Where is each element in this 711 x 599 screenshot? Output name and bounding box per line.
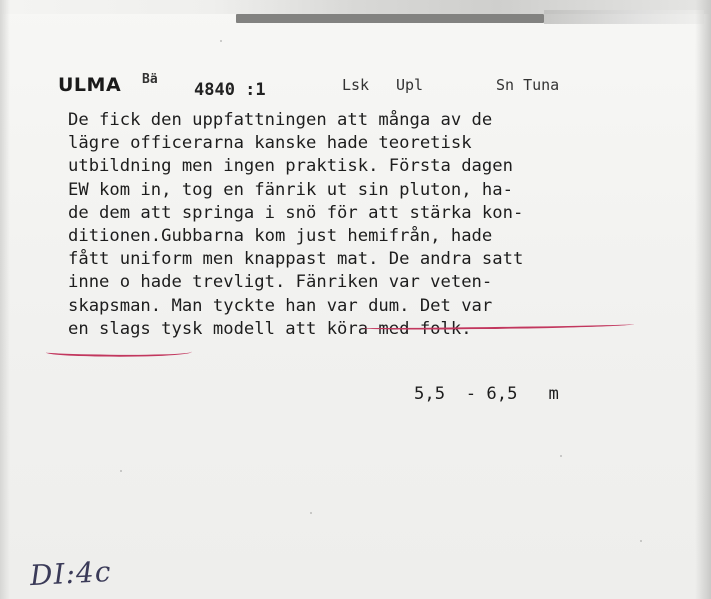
transcript-line: De fick den uppfattningen att många av de bbox=[68, 110, 493, 130]
paper-speck bbox=[310, 512, 312, 514]
red-underline bbox=[46, 345, 192, 358]
field-upl: Upl bbox=[396, 76, 424, 94]
transcript-line: lägre officerarna kanske hade teoretisk bbox=[68, 133, 472, 154]
measurement-note: 5,5 - 6,5 m bbox=[414, 384, 559, 404]
archive-name: ULMA bbox=[58, 74, 122, 96]
transcript-line: de dem att springa i snö för att stärka kon- bbox=[68, 202, 524, 223]
card-left-edge bbox=[0, 0, 10, 599]
card-header bbox=[58, 70, 658, 104]
transcript-line: ditionen.Gubbarna kom just hemifrån, hade bbox=[68, 225, 493, 246]
transcript-line: EW kom in, tog en fänrik ut sin pluton, ha- bbox=[68, 179, 513, 200]
transcript-line: fått uniform men knappast mat. De andra satt bbox=[68, 249, 524, 270]
transcript-body bbox=[68, 109, 688, 341]
paper-speck bbox=[220, 40, 222, 42]
handwritten-code: DI:4c bbox=[29, 554, 113, 593]
transcript-line: utbildning men ingen praktisk. Första dagen bbox=[68, 156, 513, 177]
card-right-edge bbox=[695, 0, 711, 599]
tape-shadow bbox=[544, 10, 704, 24]
field-lsk: Lsk bbox=[342, 76, 370, 94]
ba-label: Bä bbox=[142, 72, 158, 87]
paper-speck bbox=[560, 455, 562, 457]
record-number: 4840 :1 bbox=[194, 80, 266, 100]
paper-speck bbox=[120, 470, 122, 472]
transcript-line: inne o hade trevligt. Fänriken var veten- bbox=[68, 272, 493, 293]
paper-speck bbox=[640, 540, 642, 542]
place-name: Sn Tuna bbox=[496, 76, 560, 94]
tape-strip bbox=[236, 14, 544, 23]
transcript-line: en slags tysk modell att köra med folk. bbox=[68, 318, 472, 339]
transcript-line: skapsman. Man tyckte han var dum. Det var bbox=[68, 295, 493, 316]
